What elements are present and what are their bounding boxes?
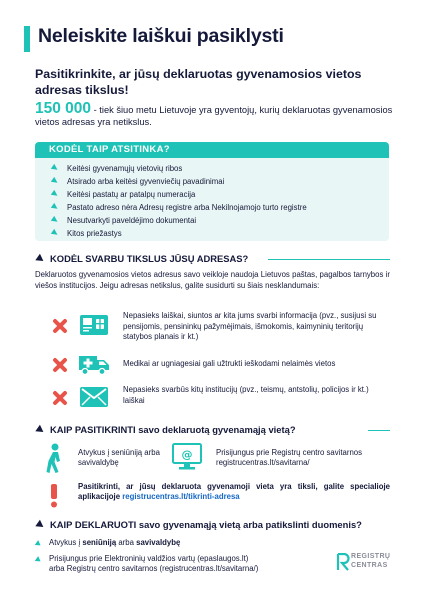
declare-text-bold: savivaldybę (136, 538, 181, 547)
list-item (49, 162, 379, 175)
reasons-box-title: KODĖL TAIP ATSITINKA? (49, 144, 170, 155)
cross-icon (52, 319, 66, 333)
check-icon (51, 164, 59, 172)
section-marker-icon (35, 254, 45, 265)
declare-section-title: KAIP DEKLARUOTI savo gyvenamąją vietą arba patikslinti duomenis? (50, 519, 362, 530)
walking-person-icon (44, 443, 66, 478)
section-divider (368, 430, 390, 431)
list-item (49, 188, 379, 201)
declare-option-online (49, 554, 309, 574)
reasons-box-header (35, 142, 389, 158)
statistic (35, 100, 410, 128)
exclamation-icon (50, 484, 58, 513)
check-icon (51, 203, 59, 211)
list-item-text: Keitėsi gyvenamųjų vietovių ribos (67, 164, 183, 173)
section-marker-icon (35, 520, 45, 531)
impact-text-institutions: Nepasieks svarbūs kitų institucijų (pvz., teismų, antstolių, policijos ir kt.) laiškai (123, 385, 369, 405)
bullet-icon (35, 540, 43, 548)
declare-option-municipality (49, 538, 309, 548)
declare-text: arba Registrų centro savitarnos (registrucentras.lt/savitarna/) (49, 564, 259, 573)
declare-text: Atvykus į (49, 538, 83, 547)
cross-icon (52, 391, 66, 405)
why-section-title: KODĖL SVARBU TIKSLUS JŪSŲ ADRESAS? (50, 253, 249, 264)
logo-line1: REGISTRŲ (351, 553, 391, 560)
logo-line2: CENTRAS (351, 562, 388, 569)
page-title: Neleiskite laiškui pasiklysti (38, 25, 284, 47)
section-divider (268, 259, 390, 260)
list-item (49, 227, 379, 240)
list-item-text: Keitėsi pastatų ar patalpų numeracija (67, 190, 196, 199)
check-notice-text: Pasitikrinti, ar jūsų deklaruota gyvenamoji vieta yra tiksli, galite specialioje aplikacijoje (78, 482, 390, 501)
check-icon (51, 190, 59, 198)
check-section-title: KAIP PASITIKRINTI savo deklaruotą gyvenamąją vietą? (50, 424, 296, 435)
list-item (49, 201, 379, 214)
list-item-text: Kitos priežastys (67, 229, 122, 238)
list-item-text: Pastato adreso nėra Adresų registre arba Nekilnojamojo turto registre (67, 203, 307, 212)
check-icon (51, 229, 59, 237)
declare-text: Prisijungus prie Elektroninių valdžios vartų (epaslaugos.lt) (49, 554, 249, 563)
list-item (49, 214, 379, 227)
option-self-service: Prisijungus prie Registrų centro savitarnos registrucentras.lt/savitarna/ (216, 448, 363, 467)
why-paragraph: Deklaruotos gyvenamosios vietos adresus savo veikloje naudoja Lietuvos paštas, pagalbos tarnybos ir viešos institucijos. Jeigu adresas netikslus, galite susidurti su šiais nesklandumais: (35, 270, 390, 290)
title-accent-bar (24, 26, 30, 52)
computer-icon (172, 443, 202, 476)
reasons-list (49, 162, 379, 240)
envelope-gift-icon (79, 313, 109, 342)
list-item (49, 175, 379, 188)
declare-text: arba (116, 538, 137, 547)
statistic-number: 150 000 (35, 100, 92, 117)
declare-text-bold: seniūniją (82, 538, 117, 547)
envelope-icon (79, 386, 109, 413)
svg-text:@: @ (181, 448, 193, 461)
impact-text-emergency: Medikai ar ugniagesiai gali užtrukti ieškodami nelaimės vietos (123, 359, 336, 368)
check-notice (78, 482, 390, 502)
lead-heading: Pasitikrinkite, ar jūsų deklaruotas gyvenamosios vietos adresas tikslus! (35, 67, 362, 97)
check-icon (51, 216, 59, 224)
ambulance-icon (78, 352, 110, 381)
option-municipality: Atvykus į seniūniją arba savivaldybę (78, 448, 160, 467)
check-address-link[interactable]: registrucentras.lt/tikrinti-adresa (122, 492, 240, 501)
statistic-text: - tiek šiuo metu Lietuvoje yra gyventojų, kurių deklaruotas gyvenamosios vietos adresas yra netikslus. (35, 105, 393, 127)
impact-text-letters: Nepasieks laiškai, siuntos ar kita jums svarbi informacija (pvz., susijusi su pensijomis, pensininkų pažymėjimais, išmokomis, kaimyninių teritorijų statybos planais ir kt.) (123, 311, 377, 341)
list-item-text: Atsirado arba keitėsi gyvenviečių pavadinimai (67, 177, 225, 186)
cross-icon (52, 358, 66, 372)
list-item-text: Nesutvarkyti paveldėjimo dokumentai (67, 216, 197, 225)
bullet-icon (35, 556, 43, 564)
check-icon (51, 177, 59, 185)
section-marker-icon (35, 425, 45, 436)
